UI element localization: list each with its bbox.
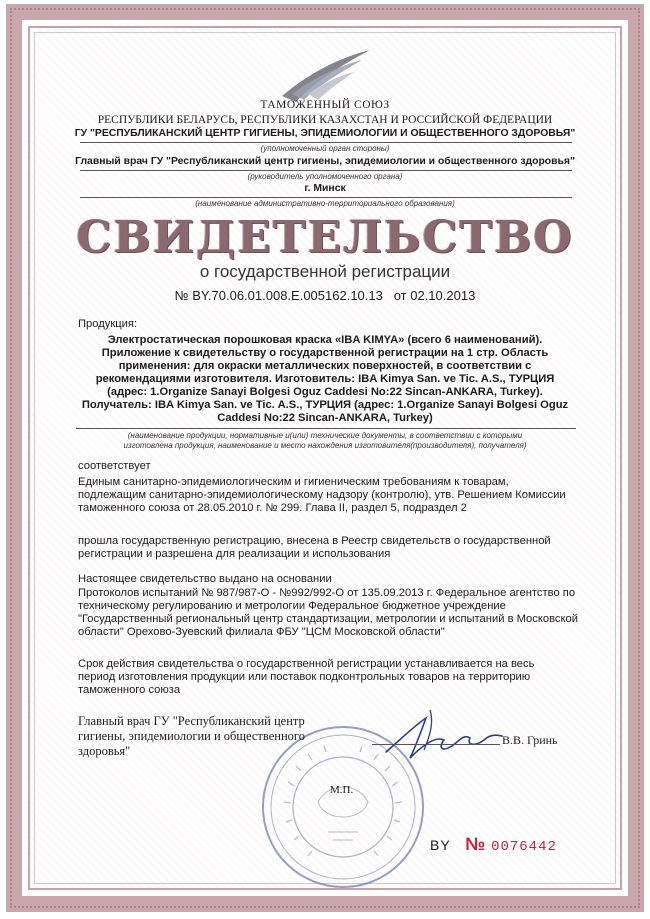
signatory-position [78, 714, 305, 759]
validity-line: таможенного союза [78, 684, 181, 696]
registration-number: BY.70.06.01.008.E.005162.10.13 [192, 288, 383, 303]
conformity-line: таможенного союза от 28.05.2010 г. № 299. Глава II, раздел 5, подраздел 2 [78, 502, 467, 514]
registration-line: прошла государственную регистрацию, внесена в Реестр свидетельств о государственной [78, 535, 551, 547]
serial-number [430, 834, 557, 855]
product-label: Продукция: [78, 318, 138, 330]
serial-prefix: BY [430, 837, 451, 853]
serial-number-sign: № [465, 834, 487, 854]
basis-line: техническому регулированию и метрологии Федеральное бюджетное учреждение [78, 600, 506, 612]
product-line: Получатель: IBA Kimya San. ve Tic. A.S., ТУРЦИЯ (адрес: 1.Organize Sanayi Bolgesi Oguz [81, 399, 569, 411]
validity-text [78, 658, 534, 697]
conformity-line: Единым санитарно-эпидемиологическим и гигиеническим требованиям к товарам, [78, 476, 509, 488]
basis-text [78, 587, 578, 639]
authorized-organization: ГУ "РЕСПУБЛИКАНСКИЙ ЦЕНТР ГИГИЕНЫ, ЭПИДЕМИОЛОГИИ И ОБЩЕСТВЕННОГО ЗДОРОВЬЯ" [74, 128, 576, 139]
basis-line: области" Орехово-Зуевский филиала ФБУ "ЦСМ Московской области" [78, 626, 445, 638]
registration-text [78, 535, 551, 561]
position-line: Главный врач ГУ "Республиканский центр [78, 714, 305, 728]
product-line: Приложение к свидетельству о государственной регистрации на 1 стр. Область [101, 347, 549, 359]
union-countries: РЕСПУБЛИКИ БЕЛАРУСЬ, РЕСПУБЛИКИ КАЗАХСТАН И РОССИЙСКОЙ ФЕДЕРАЦИИ [97, 114, 553, 126]
head-of-organization: Главный врач ГУ "Республиканский центр гигиены, эпидемиологии и общественного здоровья" [75, 156, 575, 167]
product-line: применения: для окраски металлических поверхностей, в соответствии с [118, 360, 532, 372]
product-caption [72, 431, 578, 451]
validity-line: период изготовления продукции или поставок подконтрольных товаров на территорию [78, 671, 531, 683]
product-line: Электростатическая порошковая краска «IBA KIMYA» (всего 6 наименований). [107, 334, 543, 346]
signatory-name: В.В. Гринь [502, 733, 558, 747]
number-label: № [174, 288, 189, 303]
conformity-line: подлежащим санитарно-эпидемиологическому надзору (контролю), утв. Решением Комиссии [78, 489, 566, 501]
basis-label: Настоящее свидетельство выдано на основании [78, 573, 332, 585]
caption-line: (наименование продукции, нормативные и(или) технические документы, в соответствии с которыми [127, 431, 523, 440]
registration-line: регистрации и разрешена для реализации и использования [78, 548, 391, 560]
stamp-label: М.П. [330, 784, 354, 796]
validity-line: Срок действия свидетельства о государственной регистрации устанавливается на весь [78, 658, 535, 670]
customs-union-emblem-icon [278, 44, 374, 104]
union-name: ТАМОЖЕННЫЙ СОЮЗ [260, 99, 390, 111]
basis-line: "Государственный региональный центр стандартизации, метрологии и испытаний в Московской [78, 613, 579, 625]
conformity-text [78, 476, 566, 515]
document-title: СВИДЕТЕЛЬСТВО [76, 212, 574, 263]
organization-caption: (уполномоченный орган стороны) [260, 144, 390, 153]
position-line: гигиены, эпидемиологии и общественного [78, 729, 305, 743]
city-caption: (наименование административно-территориального образования) [195, 199, 455, 208]
document-subtitle: о государственной регистрации [199, 262, 451, 281]
product-line: рекомендациями изготовителя. Изготовитель: IBA Kimya San. ve Tic. A.S., ТУРЦИЯ [95, 373, 555, 385]
registration-date: 02.10.2013 [410, 288, 476, 303]
signature-icon [380, 700, 510, 770]
product-line: (адрес: 1.Organize Sanayi Bolgesi Oguz Caddesi No:22 Sincan-ANKARA, Turkey). [107, 386, 543, 398]
product-line: Caddesi No:22 Sincan-ANKARA, Turkey) [217, 412, 433, 424]
serial-number-value: 0076442 [491, 839, 557, 855]
product-description [72, 334, 578, 425]
city: г. Минск [304, 183, 346, 194]
basis-line: Протоколов испытаний № 987/987-О - №992/992-О от 135.09.2013 г. Федеральное агентство по [78, 587, 576, 599]
date-label: от [393, 288, 407, 303]
conformity-label: соответствует [78, 460, 151, 472]
caption-line: изготовлена продукция, наименование и место нахождения изготовителя(производителя), получателя) [123, 441, 527, 450]
position-line: здоровья" [78, 744, 131, 758]
head-caption: (руководитель уполномоченного органа) [247, 172, 403, 181]
registration-number-line [0, 288, 650, 303]
